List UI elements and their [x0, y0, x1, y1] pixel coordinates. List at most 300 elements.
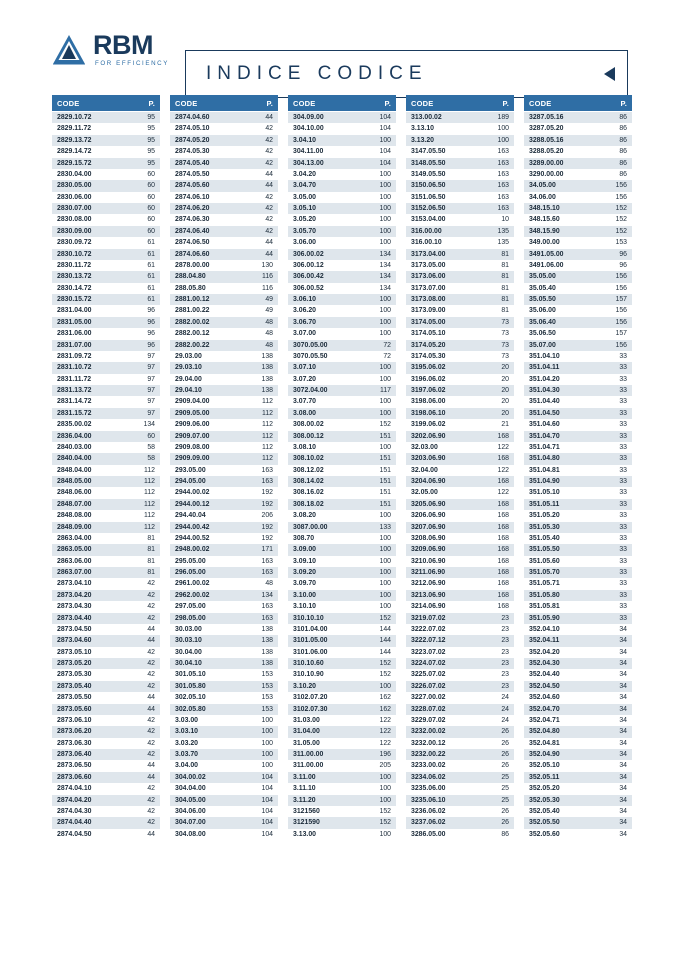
code-cell: 2948.00.02 — [170, 544, 246, 555]
page-cell: 100 — [246, 738, 278, 749]
table-row — [288, 635, 396, 646]
table-row — [406, 169, 514, 180]
page-cell: 163 — [482, 203, 514, 214]
table-row — [52, 613, 160, 624]
table-row — [170, 408, 278, 419]
page-cell: 100 — [364, 328, 396, 339]
page-cell: 100 — [364, 533, 396, 544]
page-cell: 26 — [482, 726, 514, 737]
code-cell: 2831.09.72 — [52, 351, 128, 362]
page-cell: 157 — [600, 328, 632, 339]
table-row — [52, 795, 160, 806]
table-row — [406, 601, 514, 612]
page-cell: 152 — [600, 226, 632, 237]
code-cell: 3.07.10 — [288, 362, 364, 373]
brand-name: RBM — [93, 30, 153, 61]
code-cell: 288.05.80 — [170, 283, 246, 294]
code-cell: 351.05.81 — [524, 601, 600, 612]
table-row — [406, 567, 514, 578]
column-header — [288, 95, 396, 111]
page-cell: 44 — [246, 249, 278, 260]
page-cell: 138 — [246, 658, 278, 669]
table-row — [288, 305, 396, 316]
page-cell: 33 — [600, 487, 632, 498]
code-cell: 351.04.20 — [524, 374, 600, 385]
table-row — [288, 522, 396, 533]
code-cell: 2848.04.00 — [52, 465, 128, 476]
page-cell: 122 — [364, 715, 396, 726]
page-cell: 25 — [482, 772, 514, 783]
code-cell: 29.03.00 — [170, 351, 246, 362]
table-row — [288, 158, 396, 169]
table-row — [170, 203, 278, 214]
code-cell: 2831.14.72 — [52, 396, 128, 407]
table-row — [406, 578, 514, 589]
table-row — [170, 385, 278, 396]
page-cell: 20 — [482, 396, 514, 407]
page-cell: 97 — [128, 396, 160, 407]
table-row — [524, 249, 632, 260]
code-cell: 2830.13.72 — [52, 271, 128, 282]
code-cell: 2873.04.40 — [52, 613, 128, 624]
code-cell: 351.04.11 — [524, 362, 600, 373]
table-row — [524, 237, 632, 248]
code-cell: 306.00.02 — [288, 249, 364, 260]
page-cell: 44 — [128, 704, 160, 715]
code-cell: 316.00.00 — [406, 226, 482, 237]
table-row — [170, 180, 278, 191]
brand-logo — [52, 32, 169, 67]
code-cell: 2944.00.52 — [170, 533, 246, 544]
page-cell: 58 — [128, 453, 160, 464]
page-cell: 100 — [364, 408, 396, 419]
table-row — [524, 317, 632, 328]
page-cell: 168 — [482, 499, 514, 510]
code-cell: 351.05.80 — [524, 590, 600, 601]
table-row — [524, 340, 632, 351]
page-cell: 156 — [600, 180, 632, 191]
code-cell: 294.05.00 — [170, 476, 246, 487]
page-cell: 100 — [364, 556, 396, 567]
page-cell: 163 — [246, 567, 278, 578]
table-row — [52, 544, 160, 555]
page-cell: 134 — [364, 249, 396, 260]
table-row — [524, 544, 632, 555]
table-row — [288, 408, 396, 419]
code-cell: 352.05.60 — [524, 829, 600, 840]
code-cell: 3.07.20 — [288, 374, 364, 385]
code-cell: 2830.10.72 — [52, 249, 128, 260]
page-cell: 60 — [128, 431, 160, 442]
code-cell: 3491.06.00 — [524, 260, 600, 271]
page-cell: 100 — [246, 749, 278, 760]
code-cell: 352.05.30 — [524, 795, 600, 806]
table-row — [524, 590, 632, 601]
table-row — [524, 135, 632, 146]
table-row — [52, 135, 160, 146]
page-cell: 72 — [364, 340, 396, 351]
table-row — [170, 795, 278, 806]
table-row — [170, 237, 278, 248]
table-row — [170, 135, 278, 146]
table-row — [52, 817, 160, 828]
code-cell: 351.05.71 — [524, 578, 600, 589]
column-header-code: CODE — [293, 98, 316, 108]
table-row — [406, 669, 514, 680]
table-row — [52, 146, 160, 157]
page-cell: 104 — [364, 158, 396, 169]
page-title: INDICE CODICE — [206, 63, 428, 84]
code-cell: 3.10.10 — [288, 601, 364, 612]
index-table-4 — [406, 112, 514, 840]
code-cell: 351.04.30 — [524, 385, 600, 396]
table-row — [288, 271, 396, 282]
table-row — [52, 772, 160, 783]
page-cell: 100 — [364, 601, 396, 612]
page-cell: 44 — [128, 829, 160, 840]
page-cell: 23 — [482, 681, 514, 692]
column-header — [524, 95, 632, 111]
page-cell: 100 — [364, 362, 396, 373]
table-row — [406, 112, 514, 123]
table-row — [288, 613, 396, 624]
table-row — [52, 669, 160, 680]
page-cell: 42 — [246, 146, 278, 157]
page-cell: 100 — [364, 396, 396, 407]
code-cell: 351.04.81 — [524, 465, 600, 476]
code-cell: 29.04.00 — [170, 374, 246, 385]
code-cell: 2909.05.00 — [170, 408, 246, 419]
code-cell: 2829.14.72 — [52, 146, 128, 157]
table-row — [170, 715, 278, 726]
table-row — [288, 123, 396, 134]
page-cell: 152 — [364, 806, 396, 817]
table-row — [288, 510, 396, 521]
page-cell: 26 — [482, 806, 514, 817]
page-cell: 100 — [246, 760, 278, 771]
page-cell: 100 — [364, 135, 396, 146]
code-cell: 351.04.71 — [524, 442, 600, 453]
page-cell: 168 — [482, 476, 514, 487]
table-row — [288, 681, 396, 692]
page-cell: 34 — [600, 738, 632, 749]
page-cell: 33 — [600, 590, 632, 601]
code-cell: 3235.06.10 — [406, 795, 482, 806]
page-cell: 34 — [600, 669, 632, 680]
table-row — [288, 692, 396, 703]
code-cell: 29.04.10 — [170, 385, 246, 396]
page-cell: 34 — [600, 760, 632, 771]
table-row — [524, 431, 632, 442]
code-cell: 3287.05.16 — [524, 112, 600, 123]
table-row — [288, 351, 396, 362]
table-row — [524, 635, 632, 646]
table-row — [52, 760, 160, 771]
page-cell: 34 — [600, 806, 632, 817]
page-cell: 192 — [246, 533, 278, 544]
code-cell: 2882.00.22 — [170, 340, 246, 351]
code-cell: 2909.09.00 — [170, 453, 246, 464]
page-cell: 33 — [600, 476, 632, 487]
table-row — [524, 760, 632, 771]
code-cell: 3288.05.16 — [524, 135, 600, 146]
table-row — [406, 499, 514, 510]
code-cell: 351.04.70 — [524, 431, 600, 442]
table-row — [52, 180, 160, 191]
table-row — [170, 760, 278, 771]
table-row — [524, 374, 632, 385]
code-cell: 2873.04.20 — [52, 590, 128, 601]
code-cell: 3.05.10 — [288, 203, 364, 214]
page-cell: 112 — [128, 487, 160, 498]
column-header — [52, 95, 160, 111]
table-row — [524, 385, 632, 396]
page-cell: 73 — [482, 317, 514, 328]
table-row — [170, 726, 278, 737]
code-cell: 348.15.90 — [524, 226, 600, 237]
page-cell: 100 — [246, 726, 278, 737]
code-cell: 3152.06.50 — [406, 203, 482, 214]
code-cell: 308.16.02 — [288, 487, 364, 498]
page-cell: 81 — [482, 283, 514, 294]
code-cell: 3173.09.00 — [406, 305, 482, 316]
page-cell: 34 — [600, 795, 632, 806]
page-cell: 104 — [246, 772, 278, 783]
code-cell: 308.10.02 — [288, 453, 364, 464]
table-row — [170, 510, 278, 521]
code-cell: 3.07.00 — [288, 328, 364, 339]
page-cell: 81 — [482, 249, 514, 260]
table-row — [288, 362, 396, 373]
page-cell: 156 — [600, 340, 632, 351]
table-row — [406, 362, 514, 373]
table-row — [170, 158, 278, 169]
page-cell: 73 — [482, 340, 514, 351]
page-cell: 97 — [128, 362, 160, 373]
table-row — [52, 396, 160, 407]
page-cell: 100 — [364, 510, 396, 521]
page-cell: 135 — [482, 226, 514, 237]
index-table-3 — [288, 112, 396, 840]
code-cell: 3070.05.50 — [288, 351, 364, 362]
table-row — [288, 624, 396, 635]
code-cell: 352.04.50 — [524, 681, 600, 692]
code-cell: 351.05.90 — [524, 613, 600, 624]
code-cell: 301.05.80 — [170, 681, 246, 692]
page-cell: 104 — [246, 783, 278, 794]
table-row — [406, 453, 514, 464]
column-header — [406, 95, 514, 111]
table-row — [406, 658, 514, 669]
page-cell: 60 — [128, 192, 160, 203]
page-cell: 152 — [364, 817, 396, 828]
page-cell: 163 — [246, 476, 278, 487]
table-row — [524, 146, 632, 157]
page-cell: 100 — [482, 135, 514, 146]
page-cell: 151 — [364, 476, 396, 487]
page-cell: 100 — [364, 590, 396, 601]
table-row — [524, 476, 632, 487]
page-cell: 95 — [128, 135, 160, 146]
code-cell: 310.10.90 — [288, 669, 364, 680]
page-cell: 33 — [600, 533, 632, 544]
code-cell: 352.05.20 — [524, 783, 600, 794]
code-cell: 2835.00.02 — [52, 419, 128, 430]
table-row — [170, 431, 278, 442]
page-cell: 168 — [482, 522, 514, 533]
page-cell: 34 — [600, 692, 632, 703]
code-cell: 3101.06.00 — [288, 647, 364, 658]
code-cell: 3224.07.02 — [406, 658, 482, 669]
code-cell: 3.05.70 — [288, 226, 364, 237]
code-cell: 2848.06.00 — [52, 487, 128, 498]
code-cell: 3173.07.00 — [406, 283, 482, 294]
table-row — [52, 465, 160, 476]
index-table-2 — [170, 112, 278, 840]
table-row — [524, 180, 632, 191]
page-cell: 34 — [600, 726, 632, 737]
table-row — [406, 715, 514, 726]
table-row — [524, 647, 632, 658]
table-row — [406, 431, 514, 442]
code-cell: 3173.04.00 — [406, 249, 482, 260]
page-cell: 152 — [600, 214, 632, 225]
page-cell: 163 — [482, 169, 514, 180]
code-cell: 3211.06.90 — [406, 567, 482, 578]
page-cell: 122 — [364, 726, 396, 737]
column-header-page: P. — [620, 98, 627, 108]
code-cell: 308.18.02 — [288, 499, 364, 510]
code-cell: 2831.05.00 — [52, 317, 128, 328]
table-row — [524, 715, 632, 726]
code-cell: 2874.04.60 — [170, 112, 246, 123]
code-cell: 3173.06.00 — [406, 271, 482, 282]
page-cell: 100 — [364, 544, 396, 555]
page-cell: 42 — [128, 669, 160, 680]
page-cell: 151 — [364, 453, 396, 464]
table-row — [524, 533, 632, 544]
code-cell: 2830.09.00 — [52, 226, 128, 237]
table-row — [52, 783, 160, 794]
page-cell: 97 — [128, 408, 160, 419]
page-cell: 153 — [246, 704, 278, 715]
page-cell: 100 — [364, 783, 396, 794]
code-cell: 3102.07.30 — [288, 704, 364, 715]
table-row — [52, 556, 160, 567]
code-cell: 2830.14.72 — [52, 283, 128, 294]
code-cell: 295.05.00 — [170, 556, 246, 567]
page-cell: 153 — [246, 692, 278, 703]
table-row — [170, 522, 278, 533]
page-cell: 122 — [482, 442, 514, 453]
table-row — [170, 340, 278, 351]
page-cell: 81 — [128, 544, 160, 555]
page-cell: 168 — [482, 431, 514, 442]
table-row — [52, 431, 160, 442]
code-cell: 3.09.70 — [288, 578, 364, 589]
code-cell: 2873.05.40 — [52, 681, 128, 692]
code-cell: 348.15.60 — [524, 214, 600, 225]
code-cell: 3225.07.02 — [406, 669, 482, 680]
page-cell: 86 — [600, 135, 632, 146]
code-cell: 2848.07.00 — [52, 499, 128, 510]
page-cell: 138 — [246, 385, 278, 396]
table-row — [170, 214, 278, 225]
column-header-code: CODE — [175, 98, 198, 108]
table-row — [52, 715, 160, 726]
code-cell: 3232.00.02 — [406, 726, 482, 737]
table-row — [406, 556, 514, 567]
table-row — [170, 123, 278, 134]
page-cell: 33 — [600, 613, 632, 624]
code-cell: 2848.05.00 — [52, 476, 128, 487]
page-cell: 42 — [128, 749, 160, 760]
page-cell: 168 — [482, 533, 514, 544]
code-cell: 3121560 — [288, 806, 364, 817]
page-cell: 33 — [600, 578, 632, 589]
code-cell: 3121590 — [288, 817, 364, 828]
table-row — [170, 578, 278, 589]
table-row — [170, 351, 278, 362]
page-cell: 192 — [246, 499, 278, 510]
table-row — [406, 613, 514, 624]
page-cell: 134 — [364, 283, 396, 294]
code-cell: 3287.05.20 — [524, 123, 600, 134]
page-cell: 26 — [482, 749, 514, 760]
page-cell: 138 — [246, 624, 278, 635]
table-row — [52, 351, 160, 362]
page-cell: 134 — [128, 419, 160, 430]
table-row — [406, 635, 514, 646]
code-cell: 3199.06.02 — [406, 419, 482, 430]
table-row — [170, 305, 278, 316]
code-cell: 32.03.00 — [406, 442, 482, 453]
page-cell: 33 — [600, 522, 632, 533]
code-cell: 2830.11.72 — [52, 260, 128, 271]
table-row — [406, 226, 514, 237]
table-row — [406, 704, 514, 715]
table-row — [406, 271, 514, 282]
page-cell: 156 — [600, 283, 632, 294]
page-cell: 112 — [246, 396, 278, 407]
page-cell: 138 — [246, 351, 278, 362]
code-cell: 3226.07.02 — [406, 681, 482, 692]
table-row — [170, 317, 278, 328]
table-row — [406, 749, 514, 760]
code-cell: 316.00.10 — [406, 237, 482, 248]
code-cell: 3.13.20 — [406, 135, 482, 146]
page-cell: 104 — [246, 795, 278, 806]
code-cell: 2848.08.00 — [52, 510, 128, 521]
column-header-page: P. — [148, 98, 155, 108]
table-row — [170, 476, 278, 487]
code-cell: 3.05.00 — [288, 192, 364, 203]
code-cell: 2874.06.10 — [170, 192, 246, 203]
code-cell: 3.06.10 — [288, 294, 364, 305]
table-row — [52, 499, 160, 510]
code-cell: 35.07.00 — [524, 340, 600, 351]
code-cell: 351.04.80 — [524, 453, 600, 464]
code-cell: 3102.07.20 — [288, 692, 364, 703]
table-row — [288, 760, 396, 771]
page-cell: 100 — [364, 192, 396, 203]
page-cell: 86 — [600, 169, 632, 180]
index-column-1 — [52, 95, 160, 840]
code-cell: 2878.00.00 — [170, 260, 246, 271]
code-cell: 304.09.00 — [288, 112, 364, 123]
table-row — [288, 442, 396, 453]
table-row — [170, 226, 278, 237]
